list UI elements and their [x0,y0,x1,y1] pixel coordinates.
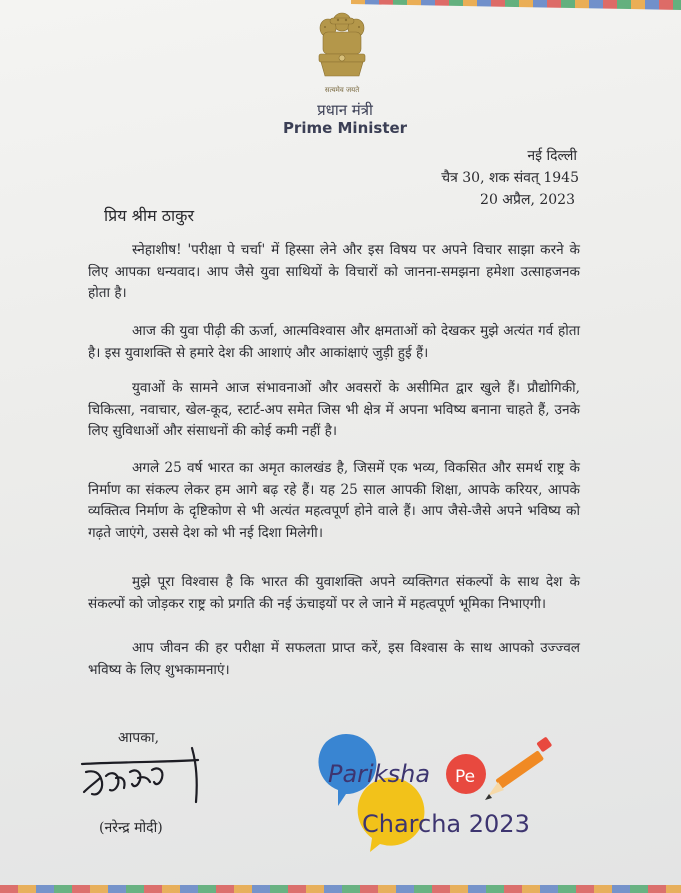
body-paragraph-3-text: युवाओं के सामने आज संभावनाओं और अवसरों के असीमित द्वार खुले हैं। प्रौद्योगिकी, चिकित्सा, नवाचार, खेल-कूद, स्टार्ट-अप समेत जिस भी क्षेत्र में अपना भविष्य बनाना चाहते हैं, उनके लिए सुविधाओं और संसाधनों की कोई कमी नहीं है। [88,380,580,439]
closing: आपका, [118,730,160,746]
national-emblem-icon [310,8,374,92]
body-paragraph-5 [88,572,580,615]
body-paragraph-5-text: मुझे पूरा विश्वास है कि भारत की युवाशक्ति अपने व्यक्तिगत संकल्पों के साथ देश के संकल्पों को जोड़कर राष्ट्र को प्रगति की नई ऊंचाइयों पर ले जाने में महत्वपूर्ण भूमिका निभाएगी। [88,574,580,612]
decorative-bottom-border [0,885,681,893]
body-paragraph-4 [88,458,580,544]
emblem-motto: सत्यमेव जयते [324,86,360,94]
body-paragraph-3 [88,378,580,443]
pencil-icon [485,736,552,800]
letterhead-title-hindi: प्रधान मंत्री [317,101,373,119]
logo-word-pariksha: Pariksha [328,760,431,788]
signer-name: (नरेन्द्र मोदी) [99,820,163,836]
body-paragraph-4-text: अगले 25 वर्ष भारत का अमृत कालखंड है, जिसमें एक भव्य, विकसित और समर्थ राष्ट्र के निर्माण का संकल्प लेकर हम आगे बढ़ रहे हैं। यह 25 साल आपकी शिक्षा, आपके करियर, आपके व्यक्तित्व निर्माण के दृष्टिकोण से भी अत्यंत महत्वपूर्ण होने वाले हैं। आप जैसे-जैसे अपने भविष्य को गढ़ते जाएंगे, उससे देश को भी नई दिशा मिलेगी। [88,460,580,541]
letter-place: नई दिल्ली [527,148,577,164]
handwritten-signature [80,742,220,806]
letterhead-title-english: Prime Minister [282,119,408,137]
letter-date-saka: चैत्र 30, शक संवत् 1945 [441,170,579,186]
body-paragraph-2-text: आज की युवा पीढ़ी की ऊर्जा, आत्मविश्वास और क्षमताओं को देखकर मुझे अत्यंत गर्व होता है। इस युवाशक्ति से हमारे देश की आशाएं और आकांक्षाएं जुड़ी हुई हैं। [88,323,580,361]
body-paragraph-1-text: स्नेहाशीष! 'परीक्षा पे चर्चा' में हिस्सा लेने और इस विषय पर अपने विचार साझा करने के लिए आपका धन्यवाद। आप जैसे युवा साथियों के विचारों को जानना-समझना हमेशा उत्साहजनक होता है। [88,242,580,301]
decorative-top-border [351,0,681,10]
letter-date-gregorian: 20 अप्रैल, 2023 [480,192,575,208]
salutation: प्रिय श्रीम ठाकुर [104,206,195,225]
body-paragraph-6-text: आप जीवन की हर परीक्षा में सफलता प्राप्त करें, इस विश्वास के साथ आपको उज्ज्वल भविष्य के लिए शुभकामनाएं। [88,640,580,678]
body-paragraph-1 [88,240,580,305]
logo-word-charcha-2023: Charcha 2023 [362,810,530,838]
body-paragraph-2 [88,321,580,364]
body-paragraph-6 [88,638,580,681]
logo-word-pe: Pe [455,767,476,787]
pariksha-pe-charcha-logo [316,730,566,855]
